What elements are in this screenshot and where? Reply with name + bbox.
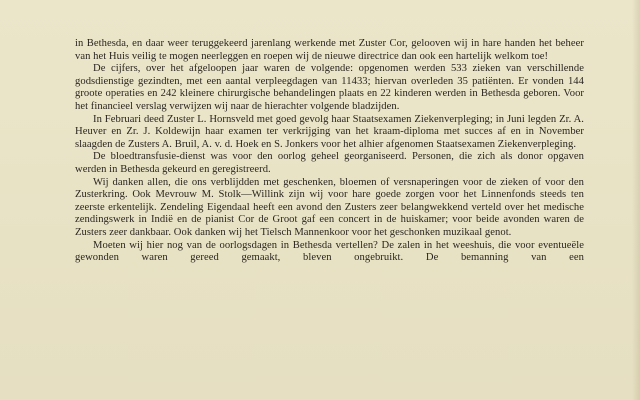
paragraph-4: De bloedtransfusie-dienst was voor den oorlog geheel georganiseerd. Personen, die zich als donor opgaven werden in Bethesda gekeurd en geregistreerd. [75, 151, 584, 175]
paragraph-1: in Bethesda, en daar weer teruggekeerd jarenlang werkende met Zuster Cor, gelooven wij in hare handen het beheer van het Huis veilig te mogen neerleggen en roepen wij de nieuwe directrice dan ook een hartelijk welkom toe! [75, 38, 584, 62]
paragraph-5: Wij danken allen, die ons verblijdden met geschenken, bloemen of versnaperingen voor de zieken of voor den Zusterkring. Ook Mevrouw M. Stolk—Willink zijn wij voor hare goede zorgen voor het Linnenfonds steeds ten zeerste erkentelijk. Zendeling Eigendaal heeft een avond den Zusters zeer belangwekkend verteld over het medische zendingswerk in Indië en de pianist Cor de Groot gaf een concert in de huiskamer; voor beide avonden waren de Zusters zeer dankbaar. Ook danken wij het Tielsch Mannenkoor voor het geschonken muzikaal genot. [75, 176, 584, 238]
paragraph-3: In Februari deed Zuster L. Hornsveld met goed gevolg haar Staatsexamen Ziekenverpleging; in Juni legden Zr. A. Heuver en Zr. J. Koldewijn haar examen ter verkrijging van het kraam-diploma met succes af en in November slaagden de Zusters A. Bruil, A. v. d. Hoek en S. Jonkers voor het alhier afgenomen Staatsexamen Ziekenverpleging. [75, 113, 584, 150]
paragraph-2: De cijfers, over het afgeloopen jaar waren de volgende: opgenomen werden 533 zieken van verschillende godsdienstige gezindten, met een aantal verpleegdagen van 11433; hiervan overleden 35 patiënten. Er vonden 144 groote operaties en 242 kleinere chirurgische behandelingen plaats en 22 kinderen werden in Bethesda geboren. Voor het financieel verslag verwijzen wij naar de hierachter volgende bladzijden. [75, 63, 584, 112]
paragraph-6: Moeten wij hier nog van de oorlogsdagen in Bethesda vertellen? De zalen in het weeshuis, die voor eventueële gewonden waren gereed gemaakt, bleven ongebruikt. De bemanning van een [75, 239, 584, 264]
